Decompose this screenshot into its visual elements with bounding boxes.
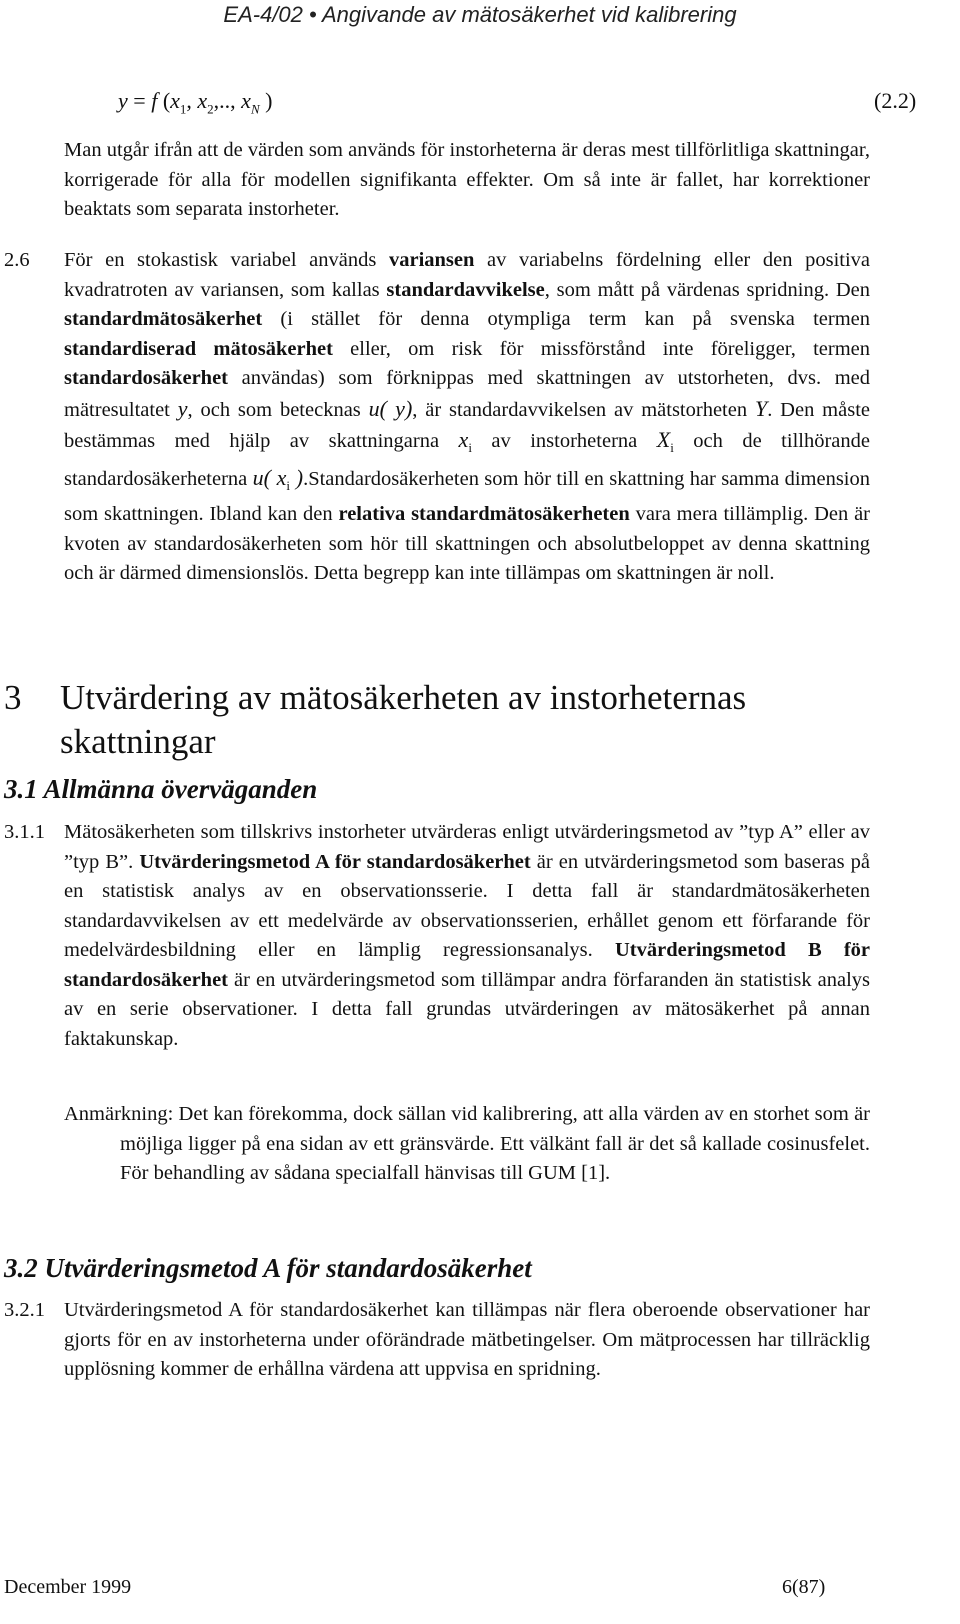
equation-number: (2.2) <box>874 88 917 113</box>
footer-page-number: 6(87) <box>782 1576 826 1598</box>
section-number-3-2-1: 3.2.1 <box>4 1299 45 1321</box>
section-number-3-1-1: 3.1.1 <box>4 821 45 843</box>
section-3-1-heading: 3.1 Allmänna överväganden <box>4 774 318 804</box>
intro-paragraph: Man utgår ifrån att de värden som används för instorheterna är deras mest tillförlitliga skattningar, korrigerade för alla för modellen signifikanta effekter. Om så inte är fallet, har korrektioner beaktats som separata instorheter. <box>64 139 870 220</box>
page-header: EA-4/02 • Angivande av mätosäkerhet vid kalibrering <box>223 2 737 27</box>
note-paragraph: Anmärkning: Det kan förekomma, dock sällan vid kalibrering, att alla värden av en storhet som är möjliga ligger på ena sidan av ett gränsvärde. Ett välkänt fall är det så kallade cosinusfelet. För behandling av sådana specialfall hänvisas till GUM [1]. <box>64 1103 870 1184</box>
paragraph-2-6: För en stokastisk variabel används variansen av variabelns fördelning eller den positiva kvadratroten av variansen, som kallas standardavvikelse, som mått på värdenas spridning. Den standardmätosäkerhet (i stället för denna otympliga term kan på svenska termen standardiserad mätosäkerhet eller, om risk för missförstånd inte föreligger, termen standardosäkerhet användas) som förknippas med skattningen av utstorheten, dvs. med mätresultatet y, och som betecknas u( y), är standardavvikelsen av mätstorheten Y. Den måste bestämmas med hjälp av skattningarna $x_i$ av instorheterna $X_i$ och de tillhörande standardosäkerheterna u( $x_i$ ).Standardosäkerheten som hör till en skattning har samma dimension som skattningen. Ibland kan den relativa standardmätosäkerheten vara mera tillämplig. Den är kvoten av standardosäkerheten som hör till skattningen och absolutbeloppet av denna skattning och är därmed dimensionslös. Detta begrepp kan inte tillämpas om skattningen är noll. <box>64 249 871 585</box>
paragraph-3-1-1: Mätosäkerheten som tillskrivs instorheter utvärderas enligt utvärderingsmetod av ”typ A” eller av ”typ B”. Utvärderingsmetod A för standardosäkerhet är en utvärderingsmetod som baseras på en statistisk analys av en observationsserie. I detta fall är standardmätosäkerheten standardavvikelsen av ett medelvärde av observationsserien, erhållet genom ett förfarande för medelvärdesbildning eller en lämplig regressionsanalys. Utvärderingsmetod B för standardosäkerhet är en utvärderingsmetod som tillämpar andra förfaranden än statistisk analys av en serie observationer. I detta fall grundas utvärderingen av mätosäkerhet på annan faktakunskap. <box>64 821 870 1050</box>
paragraph-3-2-1: Utvärderingsmetod A för standardosäkerhet kan tillämpas när flera oberoende observationer har gjorts för en av instorheterna under oförändrade mätbetingelser. Om mätprocessen har tillräcklig upplösning kommer de erhållna värdena att uppvisa en spridning. <box>64 1299 870 1380</box>
section-number-2-6: 2.6 <box>4 249 30 271</box>
equation-2-2: y = f ($x_1$, $x_2$,.., $x_N$ ) <box>118 88 273 117</box>
section-3-2-heading: 3.2 Utvärderingsmetod A för standardosäkerhet <box>4 1253 532 1283</box>
footer-date: December 1999 <box>4 1576 132 1598</box>
